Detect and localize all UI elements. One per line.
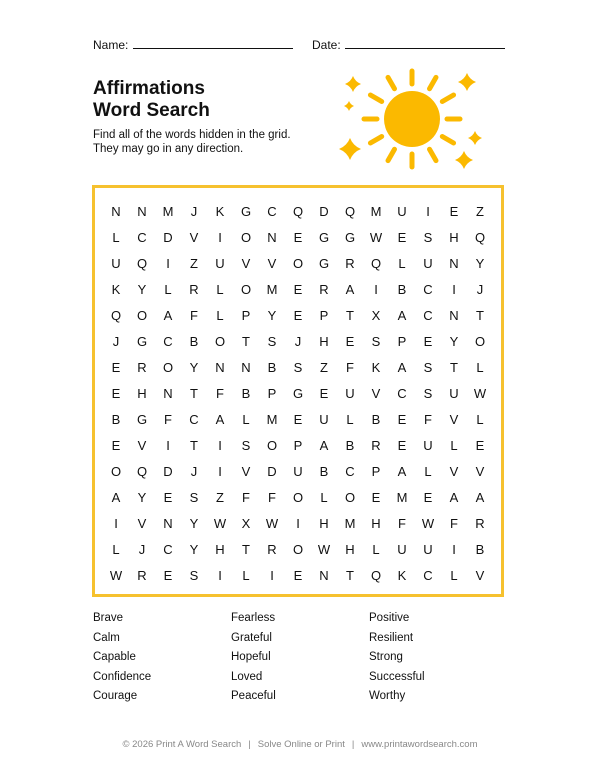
name-line[interactable] [133,48,293,49]
grid-cell[interactable]: P [319,307,329,323]
grid-cell[interactable]: I [218,229,222,245]
word-list-item: Fearless [231,612,276,624]
grid-cell[interactable]: A [449,489,459,505]
grid-cell[interactable]: G [136,333,148,349]
word-list-item: Confidence [93,670,152,683]
grid-cell[interactable]: O [240,281,252,297]
grid-cell[interactable]: J [190,203,198,219]
grid-cell[interactable]: F [268,489,276,505]
grid-cell[interactable]: I [114,515,118,531]
grid-cell[interactable]: U [111,255,121,271]
page-title [93,78,210,122]
grid-cell[interactable]: F [242,489,250,505]
grid-cell[interactable]: Y [137,489,147,505]
grid-cell[interactable]: L [164,281,172,297]
grid-cell[interactable]: P [371,463,381,479]
grid-cell[interactable]: R [137,567,147,583]
grid-cell[interactable]: C [163,541,173,557]
grid-cell[interactable]: L [216,307,224,323]
sun-ray [370,137,381,144]
sparkle-icon [339,138,361,160]
grid-cell[interactable]: G [318,255,330,271]
grid-cell[interactable]: W [317,541,331,557]
grid-cell[interactable]: D [163,463,173,479]
grid-cell[interactable]: N [163,385,173,401]
grid-cell[interactable]: C [345,463,355,479]
grid-cell[interactable]: H [345,541,355,557]
puzzle-grid-frame [92,185,504,597]
grid-cell[interactable]: K [215,203,225,219]
grid-cell[interactable]: T [190,385,198,401]
grid-cell[interactable]: L [112,229,120,245]
grid-cell[interactable]: T [476,307,484,323]
grid-cell[interactable]: V [475,567,485,583]
grid-cell[interactable]: C [267,203,277,219]
footer-tagline: Solve Online or Print [257,739,345,750]
grid-cell[interactable]: P [397,333,407,349]
grid-cell[interactable]: Q [292,203,304,219]
grid-cell[interactable]: L [450,567,458,583]
word-list-item: Resilient [369,631,414,644]
grid-cell[interactable]: R [137,359,147,375]
instructions [93,128,291,156]
grid-cell[interactable]: X [241,515,251,531]
grid-cell[interactable]: Q [370,255,382,271]
grid-cell[interactable]: Q [344,203,356,219]
grid-cell[interactable]: H [319,515,329,531]
grid-cell[interactable]: I [374,281,378,297]
grid-cell[interactable]: Y [449,333,459,349]
grid-cell[interactable]: W [265,515,279,531]
grid-cell[interactable]: A [163,307,173,323]
grid-cell[interactable]: Y [137,281,147,297]
grid-cell[interactable]: S [371,333,381,349]
sun-ray [388,77,395,88]
grid-cell[interactable]: B [475,541,485,557]
grid-cell[interactable]: B [267,359,277,375]
puzzle-grid[interactable] [103,198,493,588]
sun-ray [388,149,395,160]
sun-icon [330,62,490,180]
grid-cell[interactable]: P [293,437,303,453]
date-line[interactable] [345,48,505,49]
grid-cell[interactable]: E [111,359,121,375]
grid-cell[interactable]: B [189,333,199,349]
grid-cell[interactable]: U [449,385,459,401]
instructions-line-2: They may go in any direction. [93,143,244,155]
grid-cell[interactable]: D [163,229,173,245]
grid-cell[interactable]: R [475,515,485,531]
title-line-1: Affirmations [93,78,205,99]
grid-cell[interactable]: J [112,333,120,349]
grid-cell[interactable]: M [266,281,278,297]
grid-cell[interactable]: N [449,255,459,271]
grid-cell[interactable]: V [449,411,459,427]
grid-cell[interactable]: A [397,307,407,323]
grid-cell[interactable]: K [111,281,121,297]
grid-cell[interactable]: H [371,515,381,531]
sparkle-icon [468,131,482,145]
grid-cell[interactable]: I [270,567,274,583]
name-field[interactable] [93,38,128,52]
grid-cell[interactable]: S [423,359,433,375]
grid-cell[interactable]: L [398,255,406,271]
grid-cell[interactable]: H [137,385,147,401]
word-list-item: Capable [93,651,136,663]
grid-cell[interactable]: Q [474,229,486,245]
grid-cell[interactable]: A [475,489,485,505]
grid-cell[interactable]: C [423,567,433,583]
grid-cell[interactable]: O [292,541,304,557]
grid-cell[interactable]: A [345,281,355,297]
word-list-item: Worthy [369,690,406,702]
grid-cell[interactable]: D [267,463,277,479]
grid-cell[interactable]: L [242,567,250,583]
grid-cell[interactable]: V [137,437,147,453]
grid-cell[interactable]: O [474,333,486,349]
grid-cell[interactable]: Q [370,567,382,583]
grid-cell[interactable]: L [346,411,354,427]
grid-cell[interactable]: O [162,359,174,375]
grid-cell[interactable]: J [294,333,302,349]
grid-cell[interactable]: I [166,255,170,271]
grid-cell[interactable]: X [371,307,381,323]
grid-cell[interactable]: Z [216,489,224,505]
grid-cell[interactable]: M [162,203,174,219]
grid-cell[interactable]: T [346,307,354,323]
grid-cell[interactable]: B [371,411,381,427]
grid-cell[interactable]: V [371,385,381,401]
grid-cell[interactable]: S [189,489,199,505]
grid-cell[interactable]: B [345,437,355,453]
grid-cell[interactable]: J [476,281,484,297]
word-list-item: Hopeful [231,651,271,663]
grid-cell[interactable]: N [111,203,121,219]
grid-cell[interactable]: O [266,437,278,453]
grid-cell[interactable]: U [397,541,407,557]
word-list-item: Positive [369,612,410,624]
grid-cell[interactable]: O [292,489,304,505]
grid-cell[interactable]: H [215,541,225,557]
grid-cell[interactable]: L [372,541,380,557]
grid-cell[interactable]: V [475,463,485,479]
grid-cell[interactable]: W [109,567,123,583]
grid-cell[interactable]: G [344,229,356,245]
grid-cell[interactable]: G [292,385,304,401]
grid-cell[interactable]: Z [476,203,484,219]
grid-cell[interactable]: O [240,229,252,245]
grid-cell[interactable]: I [452,541,456,557]
grid-cell[interactable]: L [242,411,250,427]
grid-cell[interactable]: C [423,307,433,323]
grid-cell[interactable]: A [319,437,329,453]
grid-cell[interactable]: C [189,411,199,427]
sparkle-icon [455,151,473,169]
grid-cell[interactable]: V [267,255,277,271]
grid-cell[interactable]: L [112,541,120,557]
grid-cell[interactable]: B [241,385,251,401]
grid-cell[interactable]: I [218,567,222,583]
grid-cell[interactable]: P [267,385,277,401]
grid-cell[interactable]: U [293,463,303,479]
grid-cell[interactable]: M [396,489,408,505]
grid-cell[interactable]: E [475,437,485,453]
grid-cell[interactable]: A [397,463,407,479]
grid-cell[interactable]: Q [110,307,122,323]
grid-cell[interactable]: V [449,463,459,479]
grid-cell[interactable]: M [370,203,382,219]
grid-cell[interactable]: I [218,463,222,479]
grid-cell[interactable]: E [449,203,459,219]
footer-separator: | [248,739,251,750]
grid-cell[interactable]: E [397,437,407,453]
grid-cell[interactable]: E [371,489,381,505]
grid-cell[interactable]: A [215,411,225,427]
grid-cell[interactable]: Z [320,359,328,375]
grid-cell[interactable]: E [163,567,173,583]
sparkle-icon [458,73,476,91]
grid-cell[interactable]: F [424,411,432,427]
grid-cell[interactable]: Z [190,255,198,271]
grid-cell[interactable]: G [240,203,252,219]
grid-cell[interactable]: B [397,281,407,297]
grid-cell[interactable]: E [293,411,303,427]
date-field[interactable] [312,38,341,52]
grid-cell[interactable]: T [450,359,458,375]
grid-cell[interactable]: I [166,437,170,453]
word-list [93,612,513,710]
grid-cell[interactable]: C [397,385,407,401]
grid-cell[interactable]: A [397,359,407,375]
grid-cell[interactable]: K [397,567,407,583]
grid-cell[interactable]: L [424,463,432,479]
grid-cell[interactable]: I [218,437,222,453]
grid-cell[interactable]: E [423,489,433,505]
date-label: Date: [312,38,341,52]
grid-cell[interactable]: T [190,437,198,453]
word-list-item: Courage [93,690,138,702]
grid-cell[interactable]: L [450,437,458,453]
sun-ray [370,95,381,102]
grid-cell[interactable]: L [476,411,484,427]
grid-cell[interactable]: R [189,281,199,297]
grid-cell[interactable]: T [242,333,250,349]
word-list-item: Loved [231,670,263,683]
grid-cell[interactable]: J [190,463,198,479]
grid-cell[interactable]: Y [189,515,199,531]
grid-cell[interactable]: Q [136,463,148,479]
grid-cell[interactable]: Y [189,541,199,557]
grid-cell[interactable]: H [449,229,459,245]
grid-cell[interactable]: U [215,255,225,271]
grid-cell[interactable]: T [346,567,354,583]
grid-cell[interactable]: W [213,515,227,531]
grid-cell[interactable]: G [136,411,148,427]
grid-cell[interactable]: T [242,541,250,557]
grid-cell[interactable]: E [111,385,121,401]
grid-cell[interactable]: F [216,385,224,401]
word-list-item: Grateful [231,631,272,644]
grid-cell[interactable]: E [319,385,329,401]
word-list-item: Brave [93,612,124,624]
grid-cell[interactable]: F [398,515,406,531]
grid-cell[interactable]: V [241,255,251,271]
footer-website[interactable]: www.printawordsearch.com [361,739,478,750]
grid-cell[interactable]: U [319,411,329,427]
grid-cell[interactable]: C [163,333,173,349]
grid-cell[interactable]: I [296,515,300,531]
grid-cell[interactable]: M [266,411,278,427]
word-list-item: Calm [93,631,120,644]
grid-cell[interactable]: R [319,281,329,297]
grid-cell[interactable]: Q [136,255,148,271]
grid-cell[interactable]: L [320,489,328,505]
grid-cell[interactable]: W [473,385,487,401]
grid-cell[interactable]: R [267,541,277,557]
grid-cell[interactable]: M [344,515,356,531]
grid-cell[interactable]: W [369,229,383,245]
grid-cell[interactable]: A [111,489,121,505]
grid-cell[interactable]: U [423,541,433,557]
grid-cell[interactable]: N [267,229,277,245]
grid-cell[interactable]: W [421,515,435,531]
grid-cell[interactable]: E [293,307,303,323]
grid-cell[interactable]: F [450,515,458,531]
grid-cell[interactable]: L [216,281,224,297]
word-list-item: Successful [369,670,425,683]
grid-cell[interactable]: S [423,229,433,245]
grid-cell[interactable]: E [397,229,407,245]
grid-cell[interactable]: E [111,437,121,453]
grid-cell[interactable]: E [423,333,433,349]
grid-cell[interactable]: N [137,203,147,219]
grid-cell[interactable]: U [423,255,433,271]
sparkle-icon [345,76,361,92]
grid-cell[interactable]: O [136,307,148,323]
grid-cell[interactable]: U [397,203,407,219]
grid-cell[interactable]: S [189,567,199,583]
grid-cell[interactable]: P [241,307,251,323]
grid-cell[interactable]: E [293,281,303,297]
grid-cell[interactable]: S [241,437,251,453]
grid-cell[interactable]: H [319,333,329,349]
grid-cell[interactable]: V [241,463,251,479]
instructions-line-1: Find all of the words hidden in the grid. [93,129,291,141]
grid-cell[interactable]: E [397,411,407,427]
grid-cell[interactable]: O [110,463,122,479]
grid-cell[interactable]: V [137,515,147,531]
grid-cell[interactable]: Y [475,255,485,271]
footer [0,739,600,750]
grid-cell[interactable]: C [423,281,433,297]
sun-ray [442,137,453,144]
sun-ray [430,77,437,88]
sparkle-icon [344,101,354,111]
name-label: Name: [93,38,129,52]
grid-cell[interactable]: N [163,515,173,531]
grid-cell[interactable]: O [292,255,304,271]
sun-ray [430,149,437,160]
word-list-item: Peaceful [231,690,276,702]
grid-cell[interactable]: O [344,489,356,505]
grid-cell[interactable]: U [345,385,355,401]
grid-cell[interactable]: R [371,437,381,453]
grid-cell[interactable]: B [111,411,121,427]
grid-cell[interactable]: N [215,359,225,375]
grid-cell[interactable]: J [138,541,146,557]
grid-cell[interactable]: O [214,333,226,349]
grid-cell[interactable]: F [164,411,172,427]
grid-cell[interactable]: V [189,229,199,245]
grid-cell[interactable]: E [293,229,303,245]
grid-cell[interactable]: Y [267,307,277,323]
grid-cell[interactable]: N [319,567,329,583]
grid-cell[interactable]: C [137,229,147,245]
sun-ray [442,95,453,102]
word-list-item: Strong [369,651,403,663]
grid-cell[interactable]: N [449,307,459,323]
title-line-2: Word Search [93,100,210,121]
grid-cell[interactable]: Y [189,359,199,375]
grid-cell[interactable]: D [319,203,329,219]
grid-cell[interactable]: K [371,359,381,375]
grid-cell[interactable]: B [319,463,329,479]
grid-cell[interactable]: S [423,385,433,401]
grid-cell[interactable]: U [423,437,433,453]
grid-cell[interactable]: E [163,489,173,505]
grid-cell[interactable]: R [345,255,355,271]
grid-cell[interactable]: S [267,333,277,349]
grid-cell[interactable]: N [241,359,251,375]
grid-cell[interactable]: G [318,229,330,245]
grid-cell[interactable]: I [426,203,430,219]
grid-cell[interactable]: L [476,359,484,375]
grid-cell[interactable]: E [293,567,303,583]
grid-cell[interactable]: F [346,359,354,375]
grid-cell[interactable]: E [345,333,355,349]
footer-separator: | [351,739,355,750]
grid-cell[interactable]: I [452,281,456,297]
grid-cell[interactable]: S [293,359,303,375]
grid-cell[interactable]: F [190,307,198,323]
footer-copyright: © 2026 Print A Word Search [122,739,242,750]
